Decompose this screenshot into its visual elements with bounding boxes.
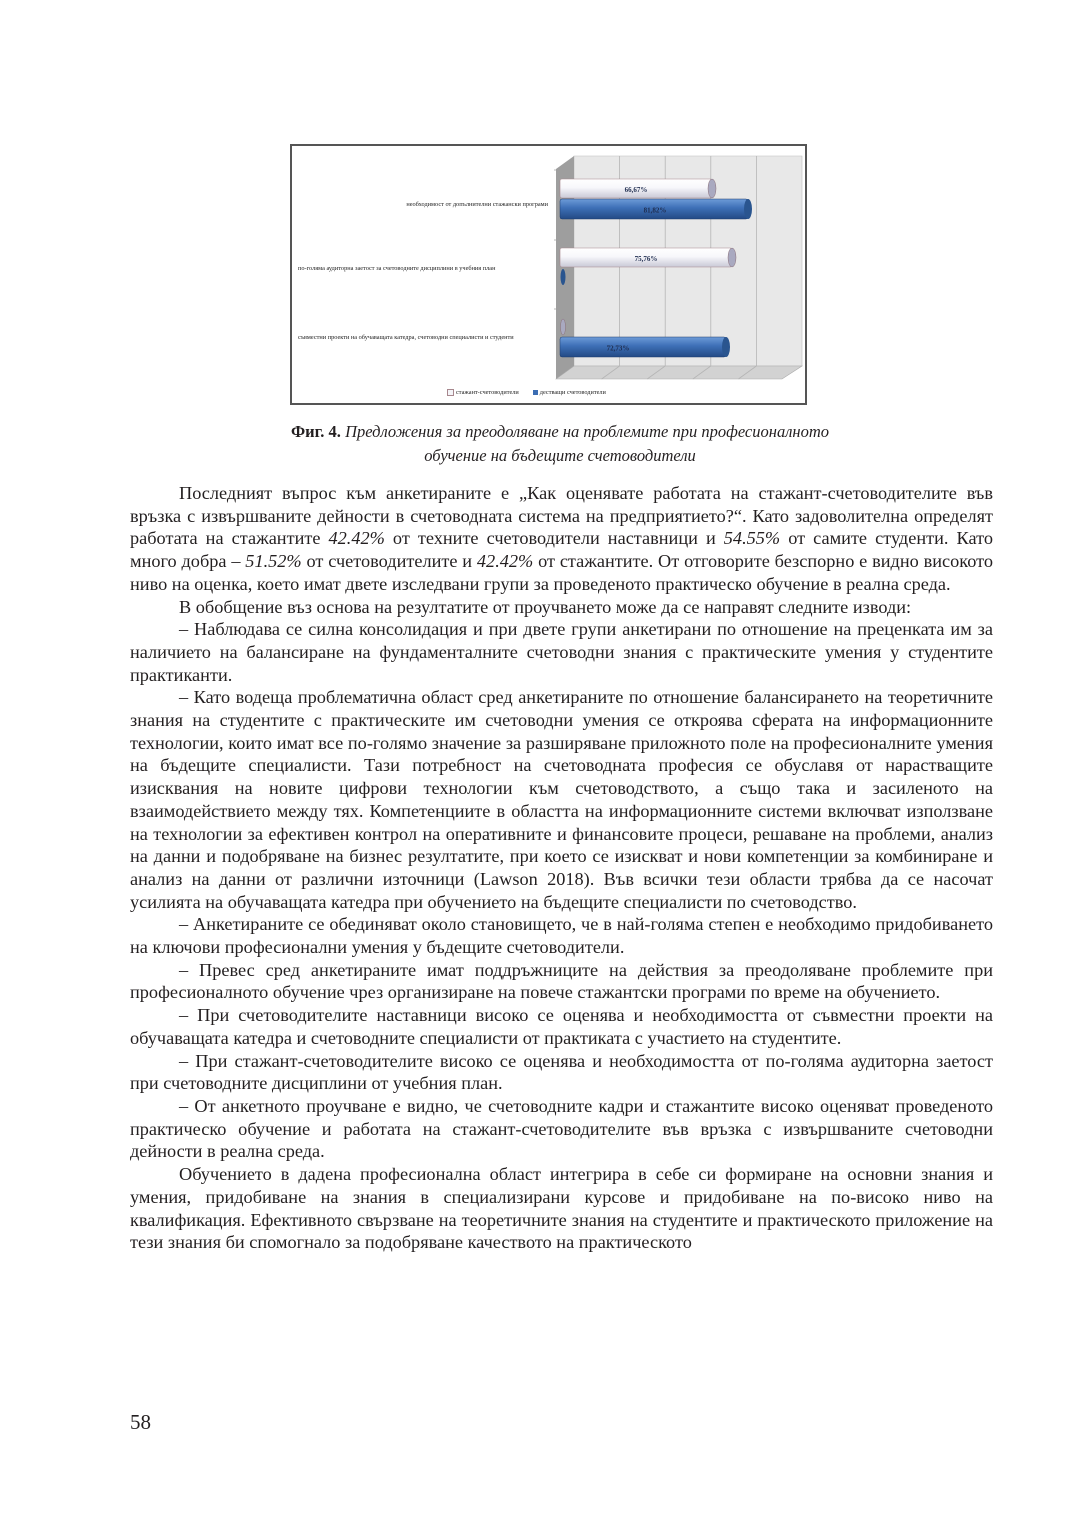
category-label-2: по-голяма аудиторна заетост за счетоводните дисциплини в учебния план bbox=[298, 265, 496, 272]
paragraph bbox=[130, 913, 993, 958]
paragraph bbox=[130, 1004, 993, 1049]
text-segment: В обобщение въз основа на резултатите от проучването може да се направят следните изводи: bbox=[179, 596, 912, 617]
paragraph bbox=[130, 596, 993, 619]
page-number: 58 bbox=[130, 1410, 151, 1434]
text-segment: – Наблюдава се силна консолидация и при двете групи анкетирани по отношение на преценката им за наличието на балансиране на фундаменталните счетоводни знания с практическите умения у студентите практиканти. bbox=[130, 619, 993, 685]
paragraph bbox=[130, 686, 993, 913]
svg-text:75,76%: 75,76% bbox=[634, 255, 658, 263]
text-segment: – Превес сред анкетираните имат поддръжниците на действия за преодоляване проблемите при професионалното обучение чрез организиране на повече стажантски програми по време на обучението. bbox=[130, 959, 993, 1003]
text-segment: от счетоводителите и bbox=[301, 551, 477, 572]
text-segment: – От анкетното проучване е видно, че счетоводните кадри и стажантите високо оценяват проведеното практическо обучение и работата на стажант-счетоводителите във връзка с извършваните счетоводни дейности в реална среда. bbox=[130, 1095, 993, 1162]
text-segment: – При стажант-счетоводителите високо се оценява и необходимостта от по-голяма аудиторна заетост при счетоводните дисциплини от учебния план. bbox=[130, 1050, 993, 1094]
body-text bbox=[130, 482, 993, 1254]
paragraph bbox=[130, 482, 993, 596]
bar-cat2-practitioners-empty bbox=[561, 269, 566, 285]
category-label-3: съвместни проекти на обучаващата катедра, счетоводни специалисти и студенти bbox=[298, 334, 514, 341]
figure-caption-line1: Предложения за преодоляване на проблемите при професионалното bbox=[345, 422, 829, 441]
emphasized-value: 54.55% bbox=[723, 528, 781, 549]
figure-chart bbox=[290, 144, 807, 405]
legend-item-trainees: стажант-счетоводители bbox=[447, 389, 519, 396]
bar-cat1-trainees bbox=[560, 179, 716, 198]
text-segment: – При счетоводителите наставници високо се оценява и необходимостта от съвместни проекти на обучаващата катедра и счетоводните специалисти от практиката с участието на студентите. bbox=[130, 1005, 993, 1048]
text-segment: Обучението в дадена професионална област интегрира в себе си формиране на основни знания и умения, придобиване на знания в специализирани курсове и придобиване на по-високо ниво на квалификация. Ефективното свързване на теоретичните знания на студентите и практическото приложение на тези знания би спомогнало за подобряване качеството на практическото bbox=[130, 1164, 993, 1253]
svg-text:66,67%: 66,67% bbox=[624, 186, 648, 194]
bar-cat3-practitioners bbox=[560, 337, 730, 357]
bar-cat2-trainees bbox=[560, 248, 736, 267]
figure-caption-line2: обучение на бъдещите счетоводители bbox=[424, 446, 696, 465]
bar-chart-3d bbox=[292, 146, 805, 403]
svg-text:72,73%: 72,73% bbox=[606, 344, 630, 353]
paragraph bbox=[130, 959, 993, 1004]
text-segment: – Анкетираните се обединяват около становището, че в най-голяма степен е необходимо придобиването на ключови професионални умения у бъдещите счетоводители. bbox=[130, 914, 993, 958]
text-segment: от техните счетоводители наставници и bbox=[384, 528, 724, 549]
chart-floor bbox=[556, 366, 802, 379]
legend-item-practitioners: дестващи счетоводители bbox=[533, 389, 606, 396]
bar-cat3-trainees-empty bbox=[561, 319, 566, 335]
chart-legend bbox=[447, 389, 606, 396]
emphasized-value: 51.52% bbox=[245, 551, 302, 572]
figure-caption bbox=[130, 420, 990, 468]
text-segment: Последният въпрос към анкетираните е „Как оценявате работата на стажант-счетоводителите във връзка с извършваните дейности в счетоводната система на предприятието?“. Като задоволителна определят работата на стажантите bbox=[130, 483, 993, 549]
figure-number: Фиг. 4. bbox=[291, 422, 341, 441]
paragraph bbox=[130, 1095, 993, 1163]
emphasized-value: 42.42% bbox=[476, 551, 534, 572]
text-segment: от стажантите. От отговорите безспорно е видно високото ниво на оценка, което имат двете изследвани групи за проведеното практическо обучение в реална среда. bbox=[130, 551, 993, 594]
emphasized-value: 42.42% bbox=[328, 528, 385, 549]
paragraph bbox=[130, 618, 993, 686]
bar-cat1-practitioners bbox=[560, 199, 752, 219]
paragraph bbox=[130, 1050, 993, 1095]
text-segment: от самите студенти. Като много добра – bbox=[130, 528, 994, 572]
paragraph bbox=[130, 1163, 993, 1254]
svg-text:81,82%: 81,82% bbox=[643, 206, 667, 215]
category-label-1: необходимост от допълнителни стажански програми bbox=[406, 201, 548, 208]
text-segment: – Като водеща проблематична област сред анкетираните по отношение балансирането на теоретичните знания на студентите с практическите им счетоводни умения се откроява сферата на информационните технологии, които имат все по-голямо значение за разширяване приложното поле на професионалните умения на бъдещите специалисти. Тази потребност на счетоводната професия се обуславя от нарастващите изисквания на новите цифрови технологии към счетоводството, а също така и засиленото на взаимодействието между тях. Компетенциите в областта на информационните системи включват използване на технологии за ефективен контрол на оперативните и финансовите процеси, решаване на проблеми, анализ на данни и подобряване на бизнес резултатите, при което се изискват и нови компетенции за комбиниране и анализ на данни от различни източници (Lawson 2018). Във всички тези области трябва да се насочат усилията на обучаващата катедра при обучението на бъдещите специалисти по счетоводство. bbox=[130, 687, 993, 912]
